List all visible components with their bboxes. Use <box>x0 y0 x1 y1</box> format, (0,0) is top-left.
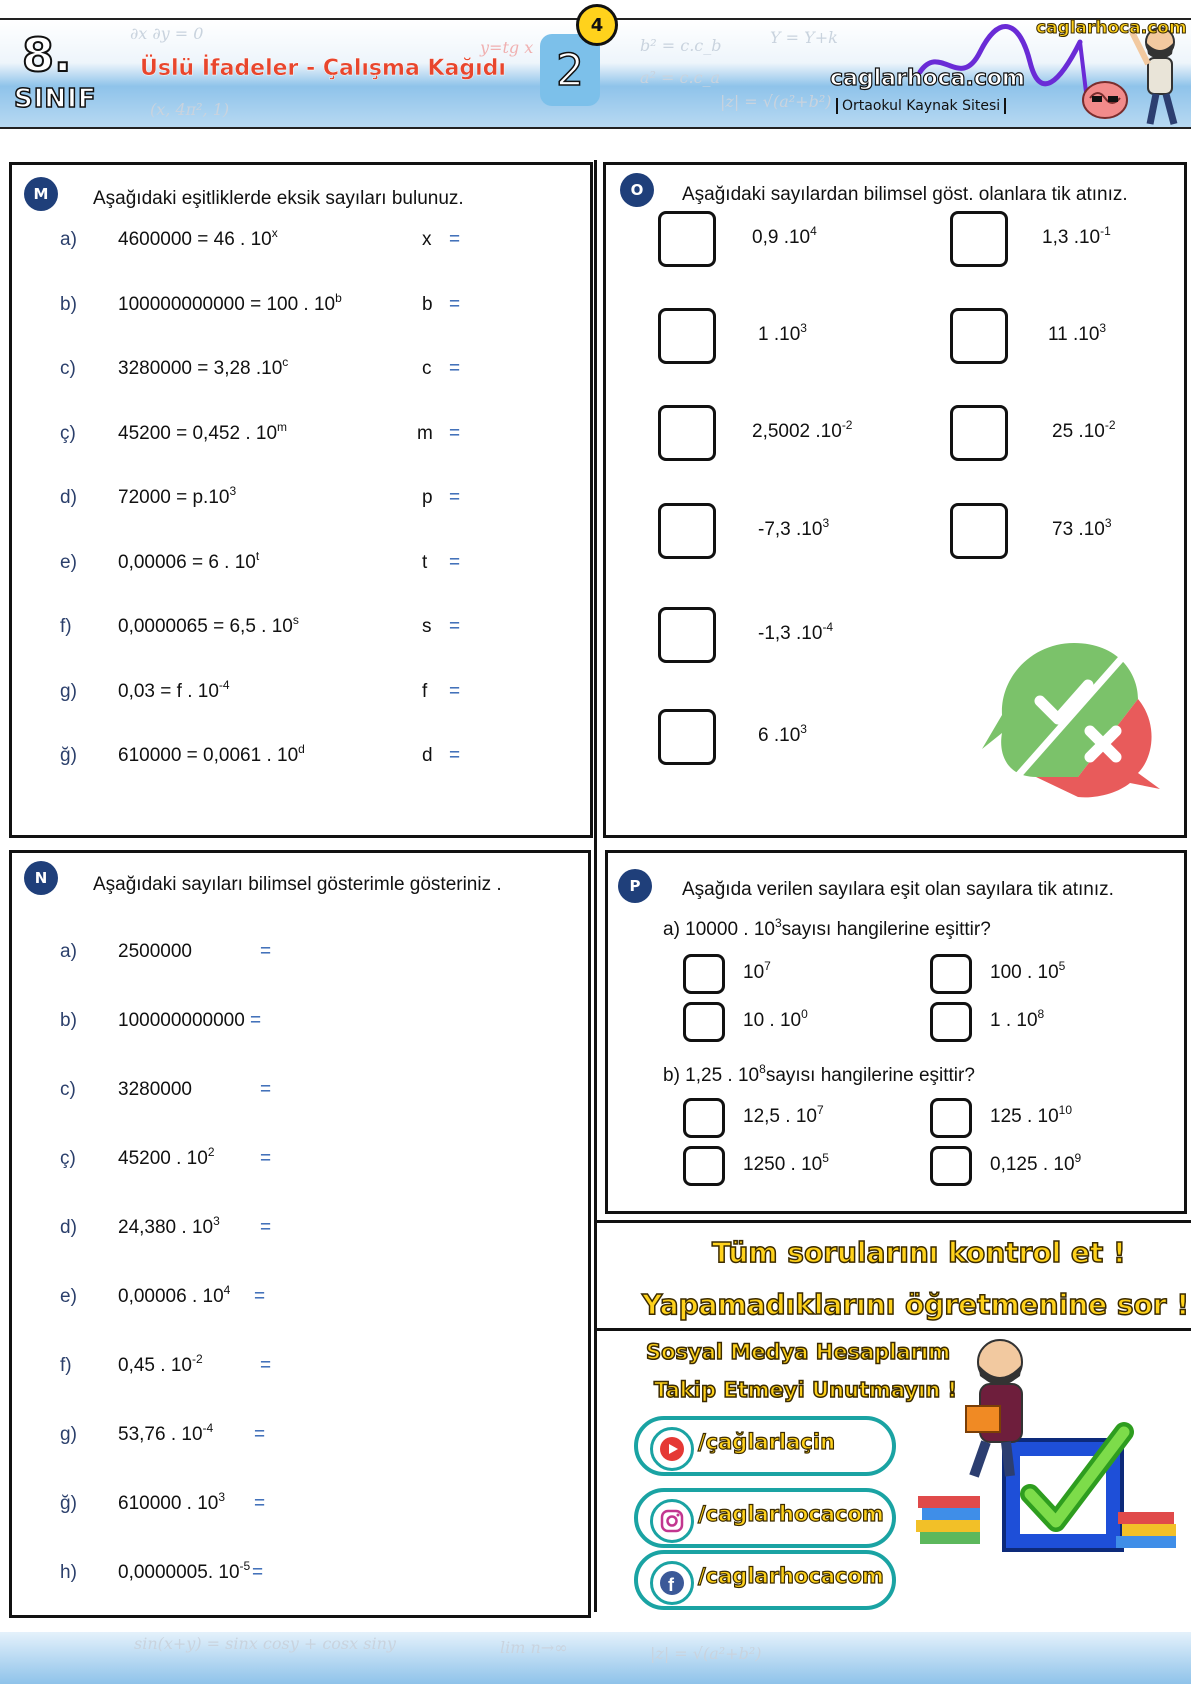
instagram-link[interactable] <box>634 1488 896 1548</box>
checkbox[interactable] <box>658 211 716 267</box>
expression-exponent: 7 <box>816 1103 824 1117</box>
item-label: a) <box>60 941 77 962</box>
equals-sign: = <box>260 1079 272 1100</box>
expression-exponent: 3 <box>213 1214 220 1228</box>
decorative-formula: y=tg x <box>480 38 534 57</box>
item-label: ğ) <box>60 745 77 766</box>
unknown-variable: c <box>422 358 432 379</box>
checkbox[interactable] <box>683 954 725 994</box>
expression-exponent: 10 <box>1058 1103 1073 1117</box>
option-value <box>990 1103 1073 1128</box>
equals-sign: = <box>260 1148 272 1169</box>
expression-base: 45200 = 0,452 . 10 <box>118 422 278 444</box>
equals-sign: = <box>449 293 461 315</box>
section-instruction: Aşağıdaki eşitliklerde eksik sayıları bulunuz. <box>93 188 464 209</box>
facebook-icon <box>650 1561 694 1605</box>
expression-base: 53,76 . 10 <box>118 1424 203 1445</box>
youtube-handle: /çağlarlaçin <box>698 1430 836 1454</box>
option-value <box>758 516 830 541</box>
option-value <box>1048 321 1107 346</box>
equation <box>118 742 305 767</box>
expression-base: 1 . 10 <box>990 1010 1038 1031</box>
equals-sign: = <box>254 1424 266 1445</box>
site-subtitle: Ortaokul Kaynak Sitesi <box>836 98 1006 114</box>
expression-base: 0,9 .10 <box>752 227 811 248</box>
equals-sign: = <box>449 487 461 508</box>
checkbox[interactable] <box>658 308 716 364</box>
check-cross-icon <box>978 637 1168 805</box>
expression-base: 11 .10 <box>1048 324 1100 345</box>
expression-base: 100000000000 <box>118 1010 245 1031</box>
unknown-variable: b <box>422 293 433 315</box>
footer-banner <box>0 1632 1191 1684</box>
equation <box>118 484 237 509</box>
equals-sign: = <box>260 1355 272 1376</box>
section-instruction: Aşağıdaki sayıları bilimsel gösterimle gösteriniz . <box>93 874 502 895</box>
item-label: g) <box>60 680 77 702</box>
expression-base: 0,45 . 10 <box>118 1355 192 1376</box>
equation <box>118 613 299 638</box>
expression-base: 24,380 . 10 <box>118 1217 214 1238</box>
decorative-formula: ∂x ∂y = 0 <box>130 24 204 43</box>
decorative-formula: |z| = √(a²+b²) <box>650 1644 762 1663</box>
expression-exponent: 5 <box>1058 959 1066 973</box>
expression-exponent: -4 <box>822 620 834 634</box>
expression-base: 0,03 = f . 10 <box>118 680 219 702</box>
expression-exponent: 2 <box>207 1145 215 1159</box>
expression-exponent: d <box>298 742 305 756</box>
option-value <box>758 722 807 747</box>
section-badge: P <box>618 869 652 903</box>
divider <box>596 1220 1191 1223</box>
option-value <box>990 959 1066 984</box>
item-label: c) <box>60 358 76 379</box>
equals-sign: = <box>449 229 461 250</box>
checkbox[interactable] <box>683 1002 725 1042</box>
option-value <box>990 1151 1082 1176</box>
expression-exponent: -2 <box>1104 418 1116 432</box>
equals-sign: = <box>449 358 461 379</box>
expression-base: 6 .10 <box>758 725 801 746</box>
checkbox[interactable] <box>658 709 716 765</box>
item-label: ğ) <box>60 1493 77 1514</box>
item-label: b) <box>60 293 77 315</box>
checkbox[interactable] <box>950 503 1008 559</box>
option-value <box>752 418 853 443</box>
item-label: d) <box>60 1217 77 1238</box>
decorative-formula: lim n→∞ <box>500 1638 568 1657</box>
item-label: f) <box>60 616 72 637</box>
youtube-link[interactable] <box>634 1416 896 1476</box>
expression-exponent: -4 <box>218 677 230 692</box>
unknown-variable: x <box>422 229 432 250</box>
equals-sign: = <box>260 941 272 962</box>
question-b: b) 1,25 . $10^8sayısı$ hangilerine eşittir? <box>663 1062 975 1086</box>
expression-base: 2,5002 .10 <box>752 421 842 442</box>
equals-sign: = <box>449 551 461 573</box>
expression-base: 25 .10 <box>1052 421 1105 442</box>
expression-base: 1 .10 <box>758 324 801 345</box>
expression-exponent: -2 <box>841 418 853 432</box>
checkbox[interactable] <box>683 1146 725 1186</box>
option-value <box>758 321 807 346</box>
site-name: caglarhoca.com <box>830 66 1025 91</box>
expression-base: 0,00006 . 10 <box>118 1286 224 1307</box>
unknown-variable: s <box>422 616 432 637</box>
unknown-variable: p <box>422 487 433 508</box>
item-label: c) <box>60 1079 76 1100</box>
expression-exponent: 3 <box>229 484 237 498</box>
expression <box>118 1145 215 1170</box>
option-value <box>743 959 771 984</box>
page-number: 4 <box>576 4 618 46</box>
facebook-link[interactable] <box>634 1550 896 1610</box>
expression-base: 72000 = p.10 <box>118 487 230 508</box>
item-label: d) <box>60 487 77 508</box>
expression-base: 10 . 10 <box>743 1010 802 1031</box>
equation <box>118 290 342 316</box>
expression-exponent: x <box>271 226 278 240</box>
expression <box>118 1079 192 1101</box>
item-label: a) <box>60 229 77 250</box>
panel-scientific-notation <box>9 850 591 1618</box>
section-instruction: Aşağıda verilen sayılara eşit olan sayılara tik atınız. <box>682 879 1114 900</box>
equation <box>118 548 260 574</box>
expression <box>118 1352 203 1377</box>
expression-base: 1,3 .10 <box>1042 227 1101 248</box>
decorative-formula: a² = c.c_a <box>640 68 721 87</box>
expression-exponent: 5 <box>822 1151 829 1165</box>
expression-base: 10 <box>743 962 765 983</box>
expression-base: 4600000 = 46 . 10 <box>118 229 272 250</box>
option-value <box>743 1103 824 1128</box>
expression-base: 100 . 10 <box>990 962 1059 983</box>
unknown-variable: d <box>422 745 433 766</box>
checkbox[interactable] <box>950 211 1008 267</box>
unknown-variable: f <box>422 680 428 702</box>
grade-number: 8. <box>22 28 72 82</box>
option-value <box>743 1151 829 1176</box>
expression-exponent: 3 <box>822 516 830 530</box>
checkbox[interactable] <box>950 308 1008 364</box>
expression <box>118 1421 214 1446</box>
grade-label: SINIF <box>14 84 97 114</box>
sheet-number: 2 <box>556 44 584 96</box>
instagram-handle: /caglarhocacom <box>698 1502 884 1526</box>
panel-equal-numbers <box>605 850 1187 1214</box>
expression <box>118 1010 245 1032</box>
decorative-formula: Y = Y+k <box>770 28 838 47</box>
decorative-formula: (x, 4π², 1) <box>150 100 230 119</box>
option-value <box>743 1007 808 1032</box>
expression-base: -1,3 .10 <box>758 623 823 644</box>
expression-base: 3280000 = 3,28 .10 <box>118 358 283 379</box>
item-label: e) <box>60 1286 77 1307</box>
equation <box>118 226 278 251</box>
expression-base: 12,5 . 10 <box>743 1106 817 1127</box>
expression-exponent: 7 <box>764 959 771 973</box>
panel-missing-numbers <box>9 162 593 838</box>
checkbox[interactable] <box>930 1146 972 1186</box>
social-subheading: Takip Etmeyi Unutmayın ! <box>654 1378 958 1402</box>
decorative-formula: |z| = √(a²+b²) <box>720 92 832 111</box>
expression <box>118 1214 220 1239</box>
expression-exponent: c <box>282 355 289 369</box>
item-label: h) <box>60 1562 77 1583</box>
expression-base: 610000 = 0,0061 . 10 <box>118 745 299 766</box>
checkbox[interactable] <box>658 607 716 663</box>
reminder-line-1: Tüm sorularını kontrol et ! <box>712 1236 1126 1269</box>
expression-exponent: 3 <box>800 722 807 736</box>
social-heading: Sosyal Medya Hesaplarım <box>646 1340 951 1364</box>
equals-sign: = <box>260 1217 272 1238</box>
page-title: Üslü İfadeler - Çalışma Kağıdı <box>140 56 506 81</box>
option-value <box>1042 224 1111 249</box>
checkbox[interactable] <box>683 1098 725 1138</box>
expression-exponent: t <box>255 548 260 563</box>
expression <box>118 941 192 963</box>
expression <box>118 1559 251 1584</box>
equals-sign: = <box>449 680 461 702</box>
question-a: a) 10000 . $10^3sayısı$ hangilerine eşittir? <box>663 916 991 940</box>
equals-sign: = <box>449 616 461 637</box>
section-badge: N <box>24 861 58 895</box>
option-value <box>1052 516 1112 541</box>
option-value <box>758 620 834 645</box>
decorative-formula: b² = c.c_b <box>640 36 722 55</box>
checkbox[interactable] <box>930 1098 972 1138</box>
equation <box>118 677 230 703</box>
teacher-with-books-illustration-icon <box>910 1336 1180 1564</box>
expression-base: 610000 . 10 <box>118 1493 219 1514</box>
expression-base: 73 .10 <box>1052 519 1105 540</box>
equals-sign: = <box>252 1562 264 1583</box>
expression-exponent: 9 <box>1074 1151 1082 1165</box>
equals-sign: = <box>250 1010 262 1031</box>
expression <box>118 1283 231 1308</box>
option-value <box>990 1007 1045 1032</box>
instagram-icon <box>650 1499 694 1543</box>
decorative-formula: sin(x+y) = sinx cosy + cosx siny <box>134 1634 396 1653</box>
option-value <box>1052 418 1116 443</box>
expression-exponent: 3 <box>1099 321 1107 335</box>
expression-exponent: 3 <box>1104 516 1112 530</box>
svg-text:f: f <box>668 1575 674 1595</box>
expression-base: 125 . 10 <box>990 1106 1059 1127</box>
section-badge: M <box>24 177 58 211</box>
expression-base: -7,3 .10 <box>758 519 823 540</box>
expression-base: 0,125 . 10 <box>990 1154 1075 1175</box>
checkbox[interactable] <box>658 503 716 559</box>
reminder-line-2: Yapamadıklarını öğretmenine sor ! <box>642 1288 1190 1321</box>
expression-exponent: s <box>292 613 299 627</box>
checkbox[interactable] <box>950 405 1008 461</box>
equals-sign: = <box>254 1286 266 1307</box>
item-label: ç) <box>60 422 76 444</box>
checkbox[interactable] <box>930 954 972 994</box>
option-value <box>752 224 817 249</box>
footer-site-name: caglarhoca.com <box>1036 18 1187 38</box>
facebook-handle: /caglarhocacom <box>698 1564 884 1588</box>
equals-sign: = <box>254 1493 266 1514</box>
divider <box>596 1328 1191 1331</box>
expression-base: 0,0000065 = 6,5 . 10 <box>118 616 293 637</box>
expression-base: 0,00006 = 6 . 10 <box>118 551 256 573</box>
column-divider <box>594 160 597 1612</box>
item-label: e) <box>60 551 77 573</box>
equation <box>118 419 288 445</box>
expression-exponent: 4 <box>223 1283 231 1297</box>
section-badge: O <box>620 173 654 207</box>
section-instruction: Aşağıdaki sayılardan bilimsel göst. olanlara tik atınız. <box>682 184 1128 205</box>
expression-base: 0,0000005. 10 <box>118 1562 240 1583</box>
expression-exponent: -5 <box>239 1559 251 1573</box>
expression-exponent: -4 <box>202 1421 214 1435</box>
expression-exponent: m <box>277 419 288 434</box>
expression-base: 3280000 <box>118 1079 192 1100</box>
unknown-variable: m <box>417 422 433 444</box>
item-label: f) <box>60 1355 72 1376</box>
item-label: b) <box>60 1010 77 1031</box>
item-label: ç) <box>60 1148 76 1169</box>
expression-base: 100000000000 = 100 . 10 <box>118 293 336 315</box>
expression-exponent: 8 <box>1037 1007 1045 1021</box>
item-label: g) <box>60 1424 77 1445</box>
unknown-variable: t <box>422 551 428 573</box>
equals-sign: = <box>449 745 461 766</box>
expression-base: 2500000 <box>118 941 192 962</box>
expression-exponent: b <box>335 290 342 305</box>
expression-exponent: -2 <box>191 1352 203 1366</box>
expression-exponent: 3 <box>800 321 807 335</box>
brain-mascot-icon <box>1080 76 1130 124</box>
youtube-icon <box>650 1427 694 1471</box>
checkbox[interactable] <box>930 1002 972 1042</box>
expression <box>118 1490 226 1515</box>
checkbox[interactable] <box>658 405 716 461</box>
expression-exponent: -1 <box>1100 224 1111 238</box>
equals-sign: = <box>449 422 461 444</box>
expression-base: 1250 . 10 <box>743 1154 823 1175</box>
expression-exponent: 0 <box>801 1007 808 1021</box>
panel-scientific-check <box>603 162 1187 838</box>
expression-exponent: 3 <box>218 1490 226 1504</box>
equation <box>118 355 289 380</box>
expression-exponent: 4 <box>810 224 817 238</box>
expression-base: 45200 . 10 <box>118 1148 208 1169</box>
